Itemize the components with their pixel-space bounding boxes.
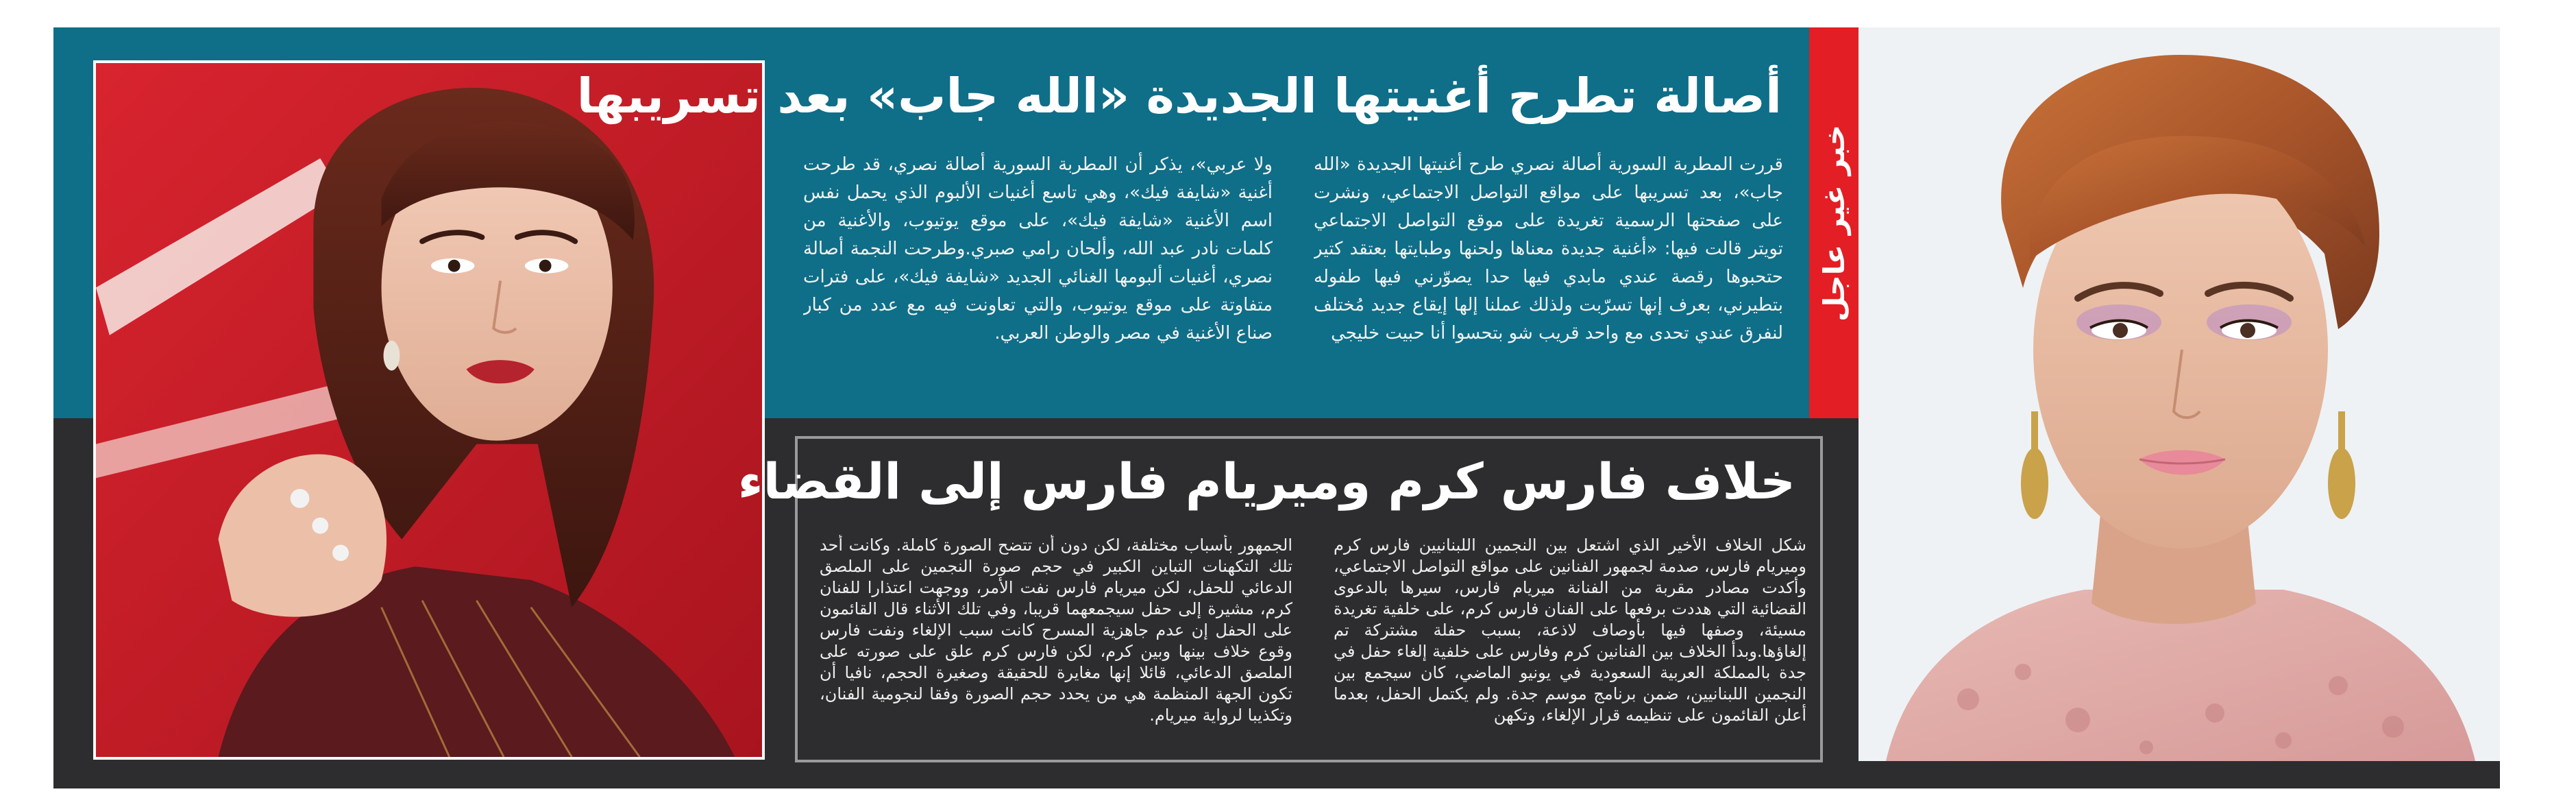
top-article-body [803,151,1783,411]
top-article-column-left: ولا عربي»، يذكر أن المطربة السورية أصالة نصري، قد طرحت أغنية «شايفة فيك»، وهي تاسع أغنيات الألبوم الذي يحمل نفس اسم الأغنية «شايفة فيك»، على موقع يوتيوب، والأغنية من كلمات نادر عبد الله، وألحان رامي صبري.وطرحت النجمة أصالة نصري، أغنيات ألبومها الغنائي الجديد «شايفة فيك»، على فترات متفاوتة على موقع يوتيوب، والتي تعاونت فيه مع عدد من كبار صناع الأغنية في مصر والوطن العربي. [803,154,1273,344]
top-article-headline: أصالة تطرح أغنيتها الجديدة «الله جاب» بعد تسريبها [576,68,1782,124]
myriam-portrait-photo [93,60,765,760]
section-label-text: خبر غير عاجل [1817,124,1851,322]
section-label-bar [1809,27,1859,418]
bottom-article-column-left: الجمهور بأسباب مختلفة، لكن دون أن تتضح الصورة كاملة. وكانت أحد تلك التكهنات التباين الكبير في حجم صورة النجمين على الملصق الدعائي للحفل، لكن ميريام فارس نفت الأمر، ووجهت اعتذارا للفنان كرم، مشيرة إلى حفل سيجمعهما قريبا، وفي تلك الأثناء قال القائمون على الحفل إن عدم جاهزية المسرح كانت سبب الإلغاء ونفت فارس وقوع خلاف بينها وبين كرم، لكن فارس كرم علق على صورته على الملصق الدعائي، قائلا إنها مغايرة للحقيقة وصغيرة الحجم، نافيا أن تكون الجهة المنظمة هي من يحدد حجم الصورة وفقا لنجومية الفنان، وتكذيبا لرواية ميريام. [820,535,1292,725]
bottom-article-column-right: شكل الخلاف الأخير الذي اشتعل بين النجمين اللبنانيين فارس كرم وميريام فارس، صدمة لجمهور الفنانين على مواقع التواصل الاجتماعي، وأكدت مصادر مقربة من الفنانة ميريام فارس، سيرها بالدعوى القضائية التي هددت برفعها على الفنان فارس كرم، على خلفية تغريدة مسيئة، وصفها فيها بأوصاف لاذعة، بسبب حفلة مشتركة تم إلغاؤها.وبدأ الخلاف بين الفنانين كرم وفارس على خلفية إلغاء حفل في جدة بالمملكة العربية السعودية في يونيو الماضي، كان سيجمع بين النجمين اللبنانيين، ضمن برنامج موسم جدة. ولم يكتمل الحفل، بعدما أعلن القائمون على تنظيمه قرار الإلغاء، وتكهن [1334,535,1806,725]
bottom-article-body [820,535,1806,754]
assala-portrait-illustration [1859,27,2500,761]
myriam-portrait-illustration [96,63,762,757]
top-article-column-right: قررت المطربة السورية أصالة نصري طرح أغنيتها الجديدة «الله جاب»، بعد تسريبها على مواقع التواصل الاجتماعي، ونشرت على صفحتها الرسمية تغريدة على موقع التواصل الاجتماعي تويتر قالت فيها: «أغنية جديدة معناها ولحنها وطبايتها بعتقد كتير حتحبوها رقصة عندي مابدي فيها حدا يصوّرني فيها طفوله بتطيرني، بعرف إنها تسرّبت ولذلك عملنا إلها إيقاع جديد مُختلف لنفرق عندي تحدى مع واحد قريب شو بتحسوا أنا حبيت خليجي [1314,154,1783,344]
assala-portrait-photo [1859,27,2500,761]
bottom-article-headline: خلاف فارس كرم وميريام فارس إلى القضاء [737,453,1795,510]
